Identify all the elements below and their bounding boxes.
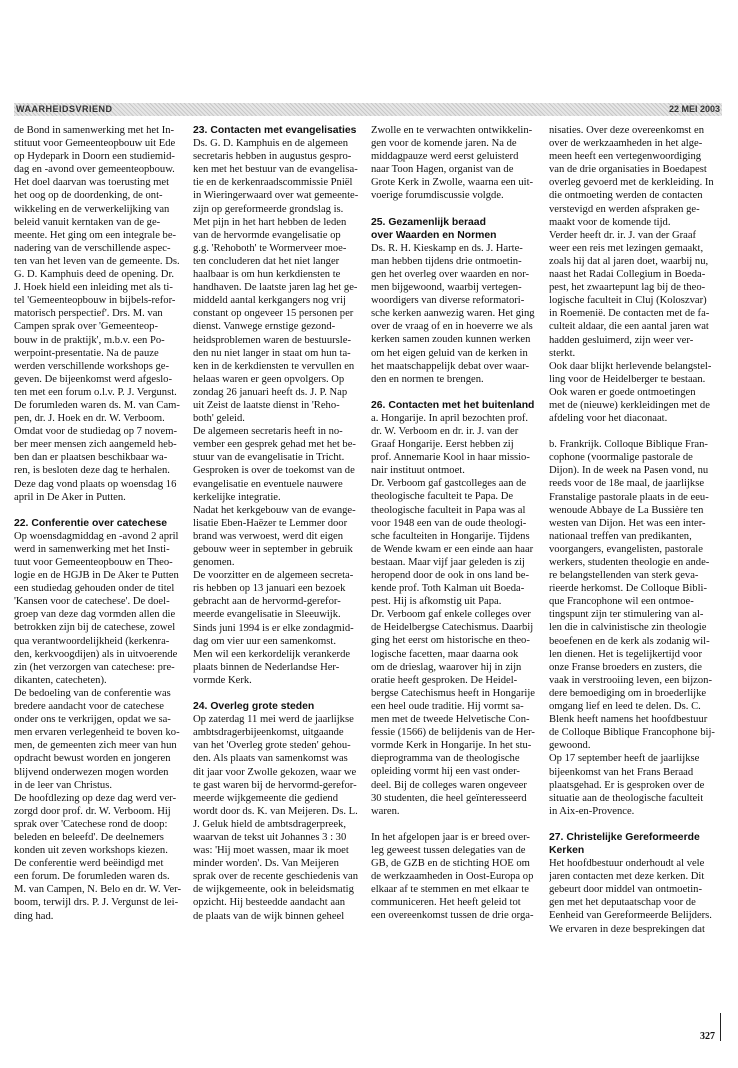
section-27-body — [549, 857, 719, 936]
text-line: een forum. De forumleden waren ds. — [14, 871, 170, 883]
text-line: ben dan er plaatsen beschikbaar wa- — [14, 452, 168, 464]
text-line: de werkzaamheden in Oost-Europa op — [371, 871, 534, 883]
text-line: zorgd door prof. dr. W. Verboom. Hij — [14, 805, 171, 817]
text-line: om het eigen geluid van de kerken in — [371, 347, 528, 359]
text-line: secretaris hebben in augustus gespro- — [193, 151, 352, 163]
text-line: waarvan de tekst uit Johannes 3 : 30 — [193, 831, 347, 843]
text-line: wikkeling en de verwerkelijking van — [14, 203, 170, 215]
text-line: tuut voor Gemeenteopbouw en Theo- — [14, 557, 173, 568]
text-line: ling voor de Heidelberger te bestaan. — [549, 373, 706, 385]
text-line: dr. W. Verboom en dr. ir. J. van der — [371, 425, 519, 437]
text-line: nationaal treffen van predikanten, — [549, 530, 692, 542]
text-line: Grote Kerk in Zwolle, waarna een uit- — [371, 177, 534, 189]
text-line: meerde evangelisatie in Sleeuwijk. — [193, 609, 341, 621]
text-line: Graaf Hongarije. Eerst hebben zij — [371, 439, 514, 451]
text-line: jaren contacten met deze kerken. Dit — [549, 871, 705, 883]
text-line: vormde Kerk. — [193, 674, 252, 686]
text-line: onder ons te verkrijgen, opdat we sa- — [14, 714, 171, 726]
text-line: gebouw weer in september in gebruik — [193, 544, 353, 555]
text-line: handhaven. De laatste jaren lag het ge- — [193, 282, 358, 294]
section-25-heading-line-2: over Waarden en Normen — [371, 229, 497, 241]
text-line: dag en -avond over gemeenteopbouw. — [14, 164, 175, 176]
text-line: in Aix-en-Provence. — [549, 805, 635, 817]
text-line: het oog op de doordenking, de ont- — [14, 190, 163, 202]
text-line: verstevigd en werden afspraken ge- — [549, 203, 700, 215]
text-line: De conferentie werd beëindigd met — [14, 858, 164, 870]
text-line: rieerde herkomst. De Colloque Bibli- — [549, 583, 707, 595]
section-26-continued — [371, 831, 541, 923]
text-line: men bijgewoond, waarbij vertegen- — [371, 282, 522, 294]
text-line: wordt door ds. K. van Meijeren. Ds. L. — [193, 805, 358, 817]
section-24-body — [193, 713, 363, 923]
text-line: beleden en beleefd'. De deelnemers — [14, 831, 164, 843]
text-line: ken in de kerkdiensten te vervullen en — [193, 360, 355, 372]
section-22-heading: 22. Conferentie over catechese — [14, 517, 168, 529]
text-line: ten concluderen dat het niet langer — [193, 255, 340, 267]
text-line: men, de gemeenten zich meer van hun — [14, 740, 177, 752]
text-line: van de hervormde evangelisatie op — [193, 229, 341, 241]
text-line: M. van Campen, N. Belo en dr. W. Ver- — [14, 884, 182, 896]
text-line: Met pijn in het hart hebben de leden — [193, 216, 347, 228]
text-line: werpoint-presentatie. Na de pauze — [14, 347, 159, 359]
text-line: gebeurt door middel van ontmoetin- — [549, 884, 702, 896]
text-line: overleg gevoerd met de kerkleiding. In — [549, 177, 714, 189]
section-22-body — [14, 530, 184, 923]
text-line: in Wieringerwaard over wat gemeente- — [193, 190, 359, 202]
france-paragraph — [549, 438, 719, 818]
text-line: een heel oude traditie. Hij vormt sa- — [371, 700, 524, 712]
text-line: De algemeen secretaris heeft in no- — [193, 426, 343, 438]
text-line: meente. Het ging om een integrale be- — [14, 229, 177, 241]
text-line: uit Zeist de laatste dienst in 'Reho- — [193, 399, 340, 411]
text-line: de Bond in samenwerking met het In- — [14, 125, 175, 136]
text-line: bergse Catechismus heeft in Hongarije — [371, 687, 535, 699]
text-line: Op 17 september heeft de jaarlijkse — [549, 753, 700, 765]
text-line: een studiedag gehouden onder de titel — [14, 583, 175, 595]
text-line: groep van deze dag vormden allen die — [14, 609, 176, 621]
section-27-heading: 27. Christelijke Gereformeerde Kerken — [549, 831, 700, 856]
section-25-body — [371, 242, 541, 386]
text-line: woordigers van diverse reformatori- — [371, 295, 525, 307]
text-line: dienst. Vanwege ernstige gezond- — [193, 321, 336, 333]
text-line: que Francophone wil een ontmoe- — [549, 596, 694, 608]
text-line: lisatie Eben-Haëzer te Lemmer door — [193, 517, 348, 529]
text-line: minder worden'. Ds. Van Meijeren — [193, 858, 339, 870]
text-line: werkers, studenten theologie en ande- — [549, 557, 710, 568]
text-line: De forumleden waren ds. M. van Cam- — [14, 399, 180, 411]
text-line: maakt voor de komende tijd. — [549, 216, 671, 228]
text-line: dit jaar voor Zwolle gekozen, waar we — [193, 766, 357, 778]
text-line: over de vraag of en in hoeverre we als — [371, 321, 533, 333]
text-line: gen met het deputaatschap voor de — [549, 897, 696, 909]
section-26-body — [371, 412, 541, 818]
section-25-heading-line-1: 25. Gezamenlijk beraad — [371, 216, 486, 228]
col1-intro — [14, 124, 184, 504]
text-line: konden uit zeven workshops kiezen. — [14, 845, 168, 857]
text-line: pest, het zwaartepunt lag bij de theo- — [549, 282, 706, 294]
text-line: zin (het verzorgen van catechese: pre- — [14, 661, 175, 673]
text-line: dag om vier uur een samenkomst. — [193, 635, 336, 647]
text-line: J. Geluk hield de ambtsdragerpreek, — [193, 818, 346, 830]
text-line: sterkt. — [549, 347, 576, 359]
text-line: stuur van de evangelisatie in Tricht. — [193, 452, 345, 464]
text-line: logische faculteit in Cluj (Koloszvar) — [549, 295, 707, 307]
text-line: Op woensdagmiddag en -avond 2 april — [14, 530, 179, 542]
text-line: de plaats van de wijk binnen geheel — [193, 910, 345, 922]
text-line: vormde Kerk in Hongarije. In het stu- — [371, 740, 532, 752]
text-line: Men wil een kerkordelijk verankerde — [193, 648, 351, 660]
text-line: ken met het bestuur van de evangelisa- — [193, 164, 358, 176]
text-line: opdracht bewust worden en jongeren — [14, 753, 171, 765]
text-line: ten met een forum o.l.v. P. J. Vergunst. — [14, 386, 177, 398]
text-line: Nadat het kerkgebouw van de evange- — [193, 504, 356, 516]
text-line: Zwolle en te verwachten ontwikkelin- — [371, 125, 533, 136]
text-line: nisaties. Over deze overeenkomst en — [549, 125, 705, 136]
text-line: kende prof. Toth Kalman uit Boeda- — [371, 583, 525, 595]
text-line: haalbaar is om hun kerkdiensten te — [193, 269, 341, 281]
text-line: betrokken zijn bij de catechese, zowel — [14, 622, 176, 634]
text-line: evangelisatie en eventuele nauwere — [193, 478, 343, 490]
text-line: beleid vanuit kerntaken van de ge- — [14, 216, 161, 228]
text-line: In het afgelopen jaar is er breed over- — [371, 831, 530, 843]
text-line: den en normen te brengen. — [371, 373, 484, 385]
text-line: Gesproken is over de toekomst van de — [193, 465, 355, 477]
text-line: dikanten, catecheten). — [14, 674, 107, 686]
text-line: 30 studenten, die heel geïnteresseerd — [371, 792, 527, 804]
text-line: b. Frankrijk. Colloque Biblique Fran- — [549, 439, 708, 451]
text-line: heidsproblemen waren de bestuursle- — [193, 334, 351, 346]
text-line: boom, terwijl drs. P. J. Vergunst de lei- — [14, 897, 179, 909]
text-line: afdeling voor het diaconaat. — [549, 413, 668, 425]
text-line: Het hoofdbestuur onderhoudt al vele — [549, 858, 705, 870]
running-header-date: 22 MEI 2003 — [668, 104, 720, 114]
text-line: westen van Dijon. Het was een inter- — [549, 517, 706, 529]
text-line: culteit aldaar, die een aantal jaren wat — [549, 321, 709, 333]
text-line: De bedoeling van de conferentie was — [14, 687, 171, 699]
text-line: over de werkzaamheden in het alge- — [549, 138, 703, 150]
text-line: de wijkgemeente, ook in beleidsmatig — [193, 884, 354, 896]
text-line: situatie aan de theologische faculteit — [549, 792, 704, 804]
text-line: leg geweest tussen delegaties van de — [371, 844, 526, 856]
text-line: Ook waren er goede ontmoetingen — [549, 386, 696, 398]
text-line: pest. Hij is afkomstig uit Papa. — [371, 596, 502, 608]
text-line: naar Toon Hagen, organist van de — [371, 164, 514, 176]
text-line: zoals hij dat al jaren doet, waarbij nu, — [549, 255, 709, 267]
column-1 — [14, 124, 184, 923]
text-line: sprak over 'Catechese rond de doop: — [14, 818, 168, 830]
text-line: ren, is besloten deze dag te herhalen. — [14, 465, 170, 477]
text-line: bijeenkomst van het Frans Beraad — [549, 766, 694, 778]
text-line: sche faculteiten in Hongarije. Tijdens — [371, 530, 530, 542]
text-line: kerken samen zouden kunnen werken — [371, 334, 531, 346]
text-line: communiceren. Het heeft geleid tot — [371, 897, 521, 909]
text-line: We ervaren in deze besprekingen dat — [549, 923, 705, 935]
text-line: voerige forumdiscussie volgde. — [371, 190, 504, 202]
running-header-title: WAARHEIDSVRIEND — [16, 104, 113, 114]
column-2 — [193, 124, 363, 923]
text-line: de Wende kwam er een einde aan haar — [371, 543, 534, 555]
text-line: ging het eerst om historische en theo- — [371, 635, 530, 647]
text-line: tel 'Gemeenteopbouw in bijbels-refor- — [14, 295, 176, 307]
text-line: was: 'Hij moet wassen, maar ik moet — [193, 845, 349, 857]
text-line: man hebben tijdens drie ontmoetin- — [371, 255, 522, 267]
text-line: 'Kansen voor de catechese'. De doel- — [14, 596, 170, 608]
text-line: theologische faculteit in Papa was al — [371, 504, 526, 516]
text-line: zondag 26 januari heeft ds. J. P. Nap — [193, 386, 348, 398]
text-line: men ervaren verlegenheid te boven ko- — [14, 727, 180, 739]
text-line: april in De Aker in Putten. — [14, 491, 126, 503]
text-line: vember een gesprek gehad met het be- — [193, 439, 356, 451]
text-line: deel. Bij de colleges waren ongeveer — [371, 779, 527, 791]
text-line: Verder heeft dr. ir. J. van der Graaf — [549, 229, 697, 241]
text-line: Ook daar blijkt herlevende belangstel- — [549, 360, 712, 372]
text-line: bredere aandacht voor de catechese — [14, 701, 164, 713]
text-line: Blenk heeft namens het hoofdbestuur — [549, 714, 708, 726]
text-line: J. Hoek hield een inleiding met als ti- — [14, 282, 173, 294]
text-line: fessie (1566) de belijdenis van de Her- — [371, 727, 535, 739]
text-line: op Hydepark in Doorn een studiemid- — [14, 151, 175, 163]
text-line: van het 'Overleg grote steden' gehou- — [193, 740, 351, 752]
text-line: Campen sprak over 'Gemeenteop- — [14, 321, 158, 333]
text-line: qua verantwoordelijkheid (kerkenra- — [14, 635, 170, 647]
text-line: constant op ongeveer 15 personen per — [193, 308, 354, 320]
text-line: dieprogramma van de theologische — [371, 753, 520, 765]
text-line: onze Franse broeders en zusters, die — [549, 661, 702, 673]
text-line: a. Hongarije. In april bezochten prof. — [371, 412, 529, 424]
text-line: genomen. — [193, 557, 235, 569]
text-line: die ontmoeting werden de contacten — [549, 190, 703, 202]
text-line: tingspunt zijn ter stimulering van al- — [549, 609, 704, 621]
text-line: Het doel daarvan was toerusting met — [14, 177, 170, 189]
running-header-bar — [14, 103, 722, 116]
text-line: zijn op gereformeerde grondslag is. — [193, 203, 344, 215]
col4-intro — [549, 124, 719, 425]
text-line: beoefenen en de kerk als zodanig wil- — [549, 635, 710, 647]
text-line: men met de tweede Helvetische Con- — [371, 714, 530, 726]
text-line: logische facetten, maar daarna ook — [371, 648, 519, 660]
text-line: De hoofdlezing op deze dag werd ver- — [14, 792, 177, 804]
text-line: Sinds juni 1994 is er elke zondagmid- — [193, 622, 354, 634]
text-line: blijvend onderwezen mogen worden — [14, 766, 169, 778]
text-line: den, kerkvoogdijen) als in uitvoerende — [14, 648, 178, 660]
column-3 — [371, 124, 541, 922]
text-line: g.g. 'Rehoboth' te Wormerveer moe- — [193, 242, 347, 254]
text-line: vaak in verstrooiing leven, een bijzon- — [549, 674, 712, 686]
text-line: omgang lief en leed te delen. Ds. C. — [549, 701, 701, 713]
text-line: Franstalige pastorale plaats in de eeu- — [549, 491, 709, 503]
text-line: dere bemoediging om in broederlijke — [549, 687, 707, 699]
text-line: in Roemenië. De contacten met de fa- — [549, 308, 710, 320]
text-line: geven. De bijeenkomst werd afgeslo- — [14, 373, 172, 385]
text-line: ris hebben op 13 januari een bezoek — [193, 583, 346, 595]
text-line: cophone (voormalige pastorale de — [549, 452, 693, 464]
text-line: tie en de kerkenraadscommissie Pniël — [193, 177, 353, 189]
section-23-body — [193, 137, 363, 687]
text-line: nair instituut ontmoet. — [371, 465, 465, 477]
text-line: Omdat voor de studiedag op 7 novem- — [14, 426, 177, 438]
text-line: len dienen. Het is tegelijkertijd voor — [549, 648, 702, 660]
text-line: naast het Radai Collegium in Boeda- — [549, 269, 706, 281]
text-line: middagpauze werd eerst geluisterd — [371, 151, 519, 163]
text-line: waren. — [371, 805, 400, 817]
text-line: werden verschillende workshops ge- — [14, 360, 170, 372]
text-line: weer een reis met lezingen gemaakt, — [549, 242, 704, 254]
section-26-heading: 26. Contacten met het buitenland — [371, 399, 535, 411]
text-line: gebracht aan de hervormd-gerefor- — [193, 596, 341, 608]
text-line: re belangstellenden van sterk geva- — [549, 570, 699, 582]
text-line: oratie heeft gesproken. De Heidel- — [371, 674, 518, 686]
text-line: Deze dag vond plaats op woensdag 16 — [14, 478, 177, 490]
text-line: hadden gesluimerd, zijn weer ver- — [549, 334, 694, 346]
column-4 — [549, 124, 719, 936]
text-line: both' geleid. — [193, 413, 245, 425]
text-line: in de leer van Christus. — [14, 779, 112, 791]
section-23-heading: 23. Contacten met evangelisaties — [193, 125, 357, 136]
text-line: Dr. Verboom gaf gastcolleges aan de — [371, 478, 527, 490]
text-line: gen het overleg over waarden en nor- — [371, 268, 530, 280]
text-line: den. Als plaats van samenkomst was — [193, 753, 348, 765]
col3-intro — [371, 124, 541, 203]
text-line: pen, dr. J. Hoek en dr. W. Verboom. — [14, 413, 165, 425]
text-line: de Heidelbergse Catechismus. Daarbij — [371, 622, 534, 634]
text-line: om de drieslag, waarover hij in zijn — [371, 661, 522, 673]
text-line: helaas waren er geen opvolgers. Op — [193, 373, 345, 385]
text-line: Op zaterdag 11 mei werd de jaarlijkse — [193, 714, 354, 726]
text-line: opleiding vormt hij een vast onder- — [371, 766, 520, 778]
text-line: met de (nieuwe) kerkleidingen met de — [549, 399, 710, 411]
text-line: meerde wijkgemeente die gediend — [193, 792, 339, 804]
text-line: ber meer mensen zich aangemeld heb- — [14, 439, 177, 451]
text-line: De voorzitter en de algemeen secreta- — [193, 570, 354, 582]
text-line: meen heeft een vertegenwoordiging — [549, 151, 702, 163]
text-line: plaatsgehad. Er is gesproken over de — [549, 779, 705, 791]
text-line: reeds voor de 18e maal, de jaarlijkse — [549, 478, 705, 490]
text-line: van de drie organisaties in Boedapest — [549, 164, 707, 176]
text-line: kerkelijke integratie. — [193, 491, 281, 503]
text-line: ambtsdragerbijeenkomst, uitgaande — [193, 727, 344, 739]
text-line: voorgangers, evangelisten, pastorale — [549, 543, 703, 555]
text-line: gewoond. — [549, 740, 591, 752]
text-line: voor 1948 een van de oude theologi- — [371, 517, 527, 529]
text-line: Ds. G. D. Kamphuis en de algemeen — [193, 138, 349, 150]
text-line: sprak over de recente geschiedenis van — [193, 871, 359, 883]
text-line: de Colloque Biblique Francophone bij- — [549, 727, 715, 739]
text-line: stituut voor Gemeenteopbouw uit Ede — [14, 138, 176, 150]
text-line: gen voor de komende jaren. Na de — [371, 138, 517, 150]
text-line: Ds. R. H. Kieskamp en ds. J. Harte- — [371, 242, 523, 254]
text-line: G. D. Kamphuis deed de opening. Dr. — [14, 269, 175, 281]
text-line: wenoude Abbaye de La Bussière ten — [549, 504, 704, 516]
text-line: bestaan. Maar vijf jaar geleden is zij — [371, 556, 525, 568]
text-line: ding had. — [14, 910, 54, 922]
corner-rule — [720, 1013, 721, 1041]
text-line: brand was verwoest, werd dit eigen — [193, 530, 344, 542]
text-line: prof. Annemarie Kool in haar missio- — [371, 452, 530, 464]
text-line: Eenheid van Gereformeerde Belijders. — [549, 910, 712, 922]
text-line: ten van het leven van de gemeente. Ds. — [14, 255, 180, 267]
text-line: Dijon). In de week na Pasen vond, nu — [549, 465, 709, 477]
page-number: 327 — [700, 1031, 715, 1042]
text-line: heropend door de ook in ons land be- — [371, 570, 529, 581]
text-line: te gast waren bij de hervormd-gerefor- — [193, 779, 357, 791]
text-line: een overeenkomst tussen de drie orga- — [371, 910, 534, 922]
text-line: werd in samenwerking met het Insti- — [14, 543, 170, 555]
text-line: sche kerken aanwezig waren. Het ging — [371, 308, 535, 320]
text-line: elkaar af te stemmen en met elkaar te — [371, 884, 529, 896]
text-line: opzicht. Hij besteedde aandacht aan — [193, 897, 346, 909]
text-line: bouw in de praktijk', m.b.v. een Po- — [14, 334, 165, 346]
text-line: matorisch perspectief'. Drs. M. van — [14, 308, 163, 320]
text-line: Dr. Verboom gaf enkele colleges over — [371, 609, 531, 621]
text-line: theologische faculteit te Papa. De — [371, 491, 514, 503]
text-line: nadering van de verschillende aspec- — [14, 242, 171, 254]
text-line: GB, de GZB en de stichting HOE om — [371, 857, 530, 869]
text-line: den nu niet langer in staat om hun ta- — [193, 347, 351, 359]
section-24-heading: 24. Overleg grote steden — [193, 701, 315, 713]
text-line: het maatschappelijk debat over waar- — [371, 360, 530, 372]
text-line: len die in calvinistische zin theologie — [549, 622, 707, 634]
text-line: plaats binnen de Nederlandse Her- — [193, 661, 340, 673]
text-line: logie en de HGJB in De Aker te Putten — [14, 570, 179, 582]
text-line: middeld aantal kerkgangers nog vrij — [193, 295, 346, 307]
